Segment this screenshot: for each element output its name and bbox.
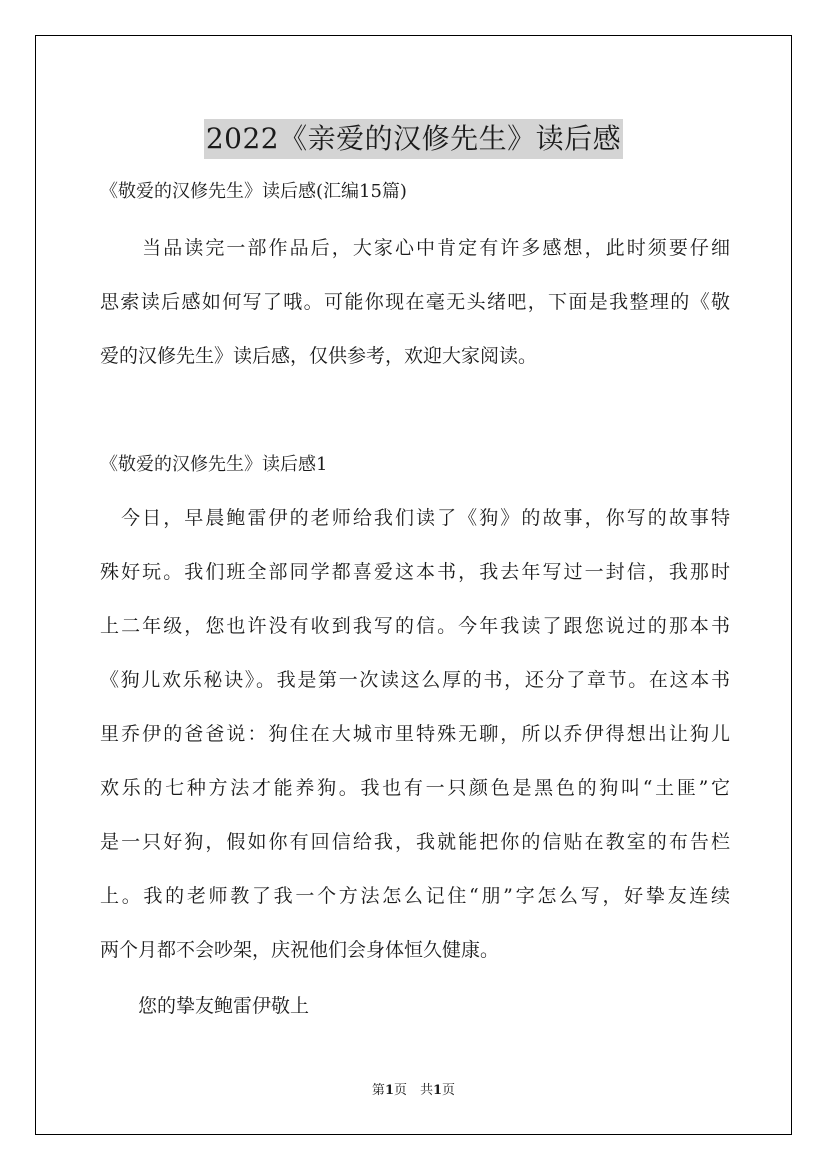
- document-subtitle: 《敬爱的汉修先生》读后感(汇编15篇): [100, 181, 407, 202]
- body-line-6: 欢乐的七种方法才能养狗。我也有一只颜色是黑色的狗叫“土匪”它: [100, 777, 730, 799]
- footer-page-suffix: 页: [442, 1083, 456, 1098]
- intro-line-1: 当品读完一部作品后，大家心中肯定有许多感想，此时须要仔细: [100, 237, 730, 259]
- body-line-3: 上二年级，您也许没有收到我写的信。今年我读了跟您说过的那本书: [100, 615, 730, 637]
- footer-page-prefix: 第: [371, 1083, 385, 1098]
- body-line-1: 今日，早晨鲍雷伊的老师给我们读了《狗》的故事，你写的故事特: [100, 507, 730, 529]
- title-container: [0, 100, 827, 178]
- body-line-4: 《狗儿欢乐秘诀》。我是第一次读这么厚的书，还分了章节。在这本书: [100, 669, 730, 691]
- footer-page-current: 1: [384, 1083, 394, 1098]
- body-line-2: 殊好玩。我们班全部同学都喜爱这本书，我去年写过一封信，我那时: [100, 561, 730, 583]
- page-footer: [0, 1082, 827, 1100]
- signature-line: 您的挚友鲍雷伊敬上: [100, 995, 310, 1017]
- document-title: 2022《亲爱的汉修先生》读后感: [204, 119, 623, 159]
- intro-line-3: 爱的汉修先生》读后感，仅供参考，欢迎大家阅读。: [100, 345, 538, 367]
- body-line-8: 上。我的老师教了我一个方法怎么记住“朋”字怎么写，好挚友连续: [100, 885, 730, 907]
- footer-page-total: 1: [433, 1083, 443, 1098]
- body-line-7: 是一只好狗，假如你有回信给我，我就能把你的信贴在教室的布告栏: [100, 831, 730, 853]
- body-line-5: 里乔伊的爸爸说：狗住在大城市里特殊无聊，所以乔伊得想出让狗儿: [100, 723, 730, 745]
- intro-line-2: 思索读后感如何写了哦。可能你现在毫无头绪吧，下面是我整理的《敬: [100, 291, 730, 313]
- footer-page-mid: 页 共: [393, 1083, 433, 1098]
- body-line-9: 两个月都不会吵架，庆祝他们会身体恒久健康。: [100, 939, 500, 961]
- section-heading: 《敬爱的汉修先生》读后感1: [100, 454, 328, 475]
